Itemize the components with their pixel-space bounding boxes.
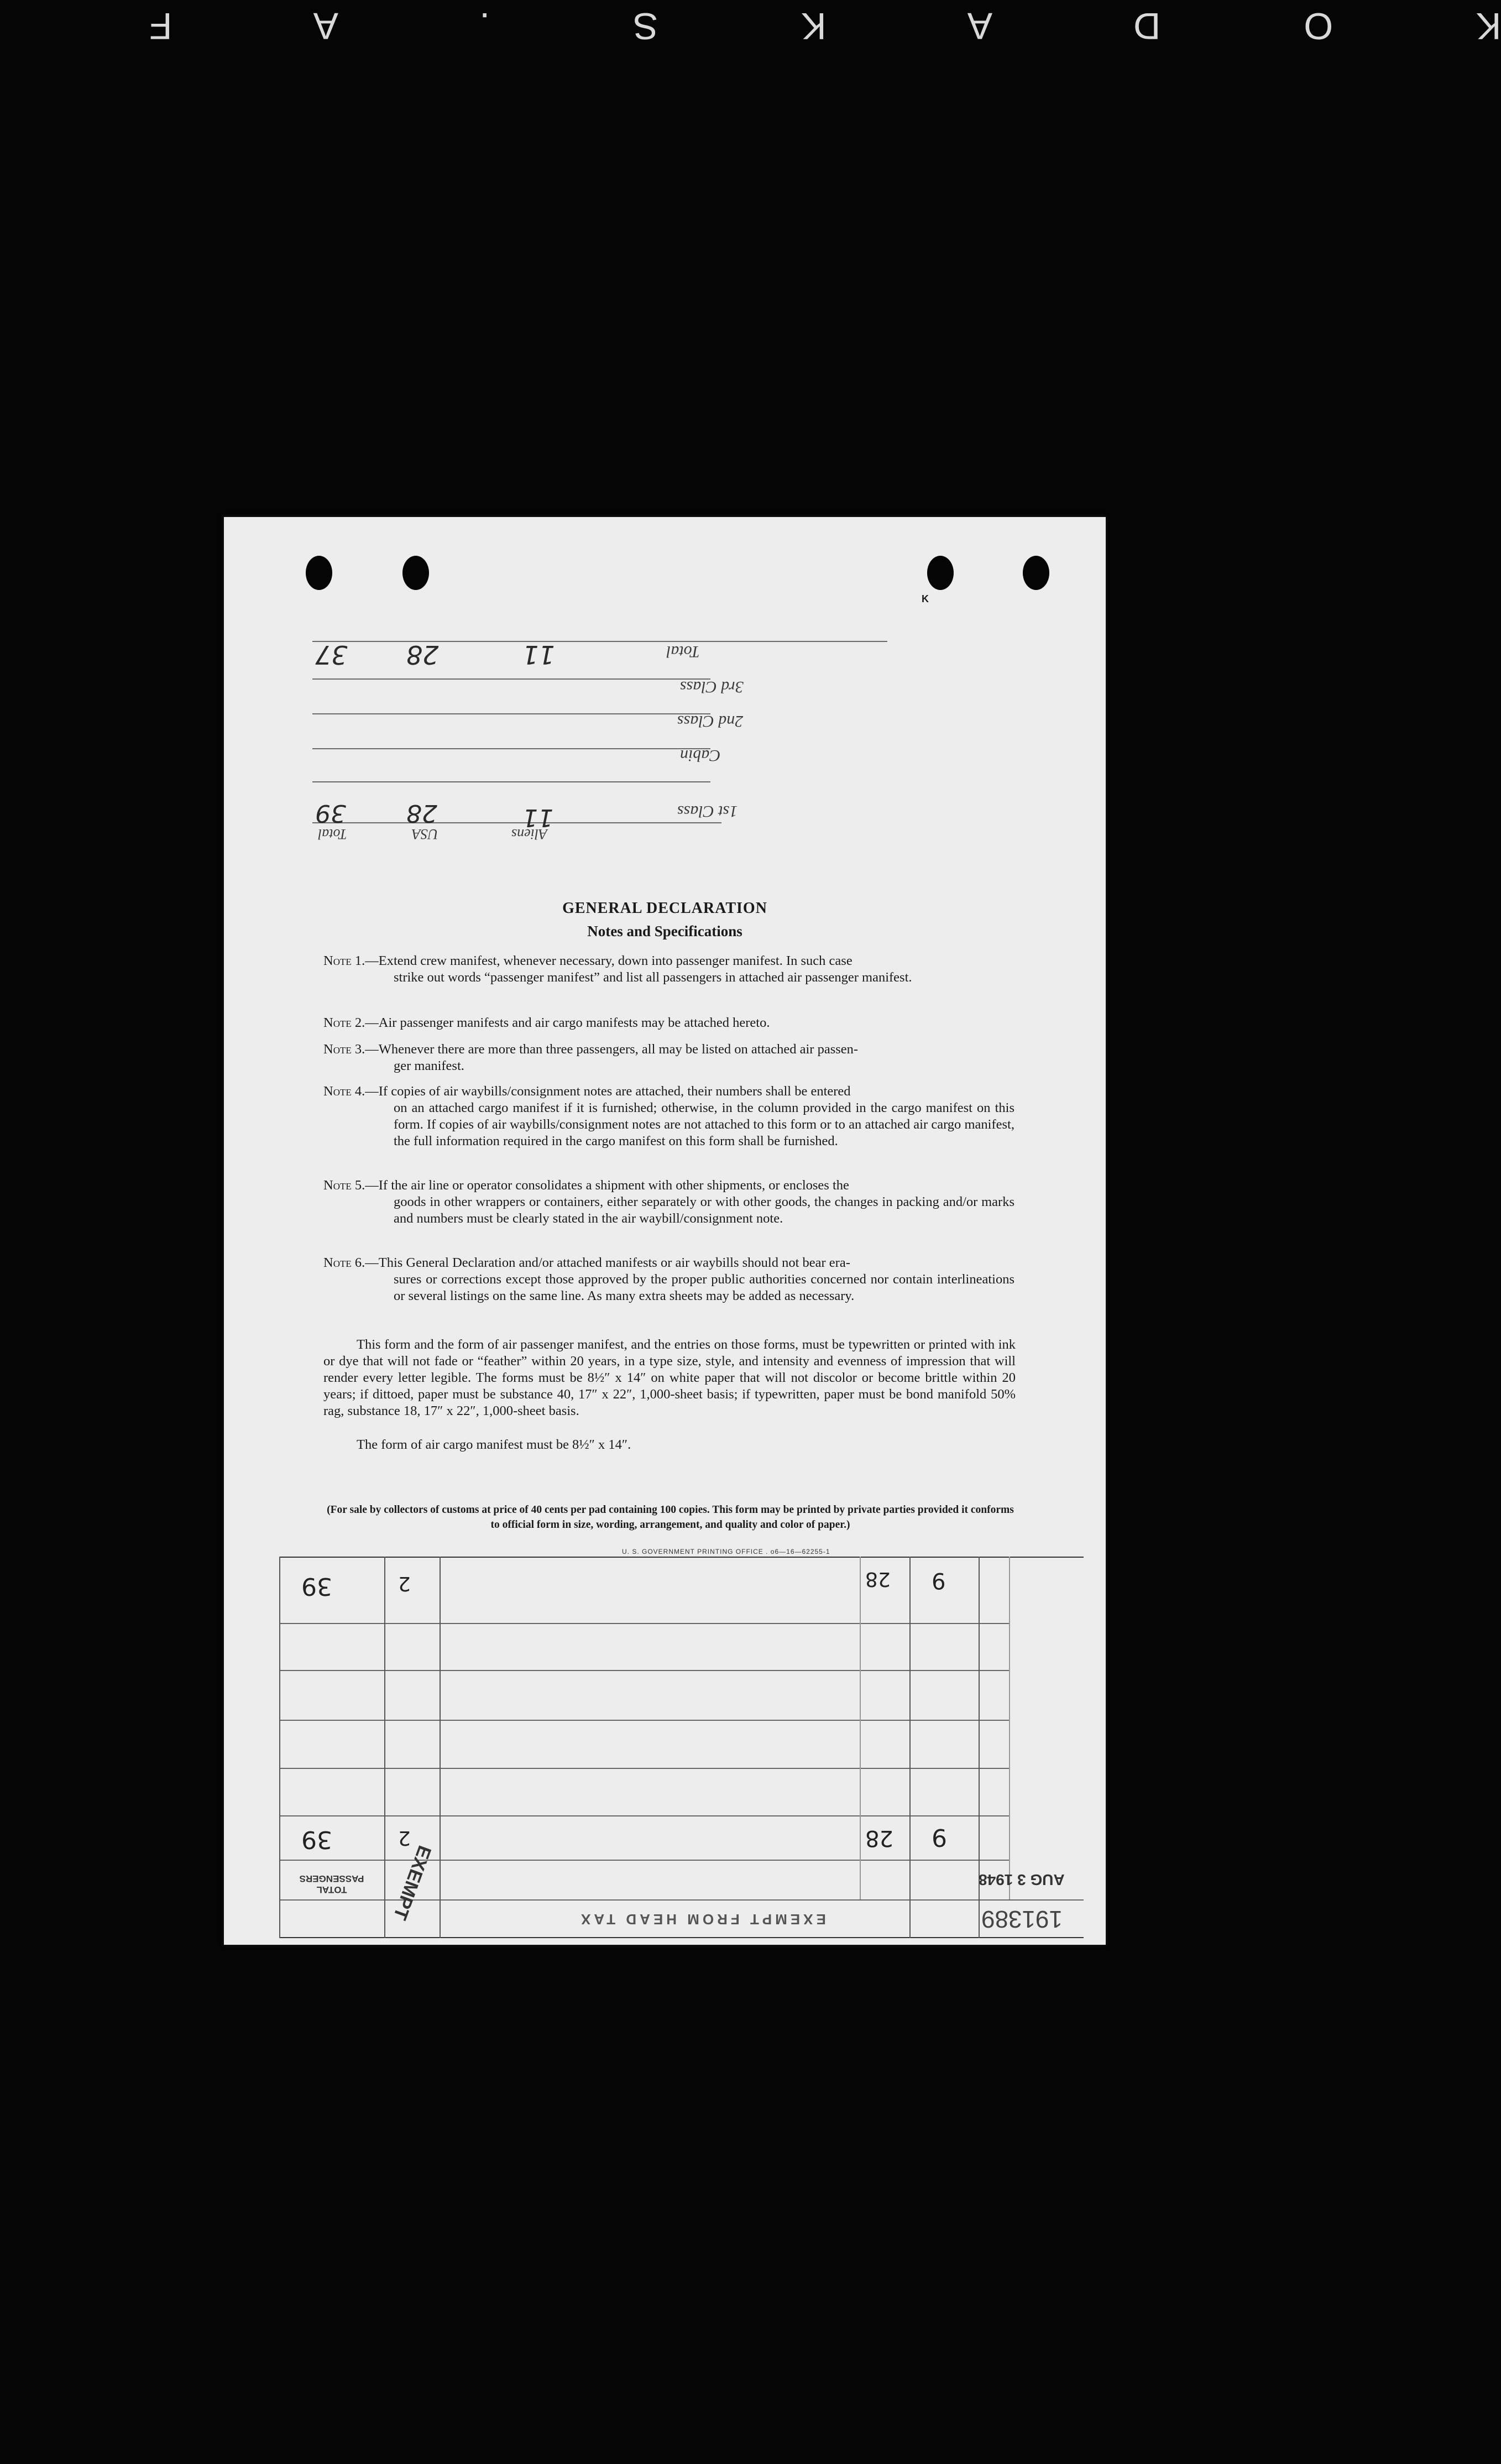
film-edge-text: K O D A K S . A F xyxy=(83,5,1501,47)
tally-total-aliens: 11 xyxy=(522,640,555,670)
grid-column-rule xyxy=(440,1557,441,1938)
tally-header-usa: USA xyxy=(412,826,438,842)
grid-bottom-total: 39 xyxy=(301,1825,332,1854)
tally-header-aliens: Aliens xyxy=(511,826,547,842)
punch-hole xyxy=(1023,556,1049,590)
grid-rule xyxy=(279,1937,1084,1938)
tally-first-aliens: 11 xyxy=(522,803,553,832)
note-continuation: strike out words “passenger manifest” and list all passengers in attached air passenger manifest. xyxy=(394,970,912,985)
grid-column-rule xyxy=(909,1557,911,1938)
grid-rule xyxy=(279,1768,1009,1769)
tally-line xyxy=(312,678,710,680)
tally-total-total: 37 xyxy=(315,640,348,670)
serial-stamp: 191389 xyxy=(981,1906,1063,1933)
note-first-line: —Whenever there are more than three passengers, all may be listed on attached air passen- xyxy=(365,1042,859,1057)
tally-line xyxy=(312,713,710,714)
specification-paragraph: This form and the form of air passenger manifest, and the entries on those forms, must be typewritten or printed with ink or dye that will not fade or “feather” within 20 years, in a type size, style, and intensity and evenness of impression that will render every letter legible. The forms must be 8½″ x 14″ on white paper that will not discolor or become brittle within 20 years; if dittoed, paper must be substance 40, 17″ x 22″, 1,000-sheet basis; if typewritten, paper must be bond manifold 50% rag, substance 18, 17″ x 22″, 1,000-sheet basis. xyxy=(323,1337,1016,1418)
exempt-stamp: EXEMPT xyxy=(389,1842,436,1923)
passenger-grid xyxy=(279,1548,1084,1938)
note-label: Note 2. xyxy=(323,1015,365,1030)
grid-column-rule xyxy=(1009,1557,1010,1899)
grid-rule xyxy=(279,1815,1009,1816)
tally-row-label: 1st Class xyxy=(677,802,738,821)
grid-column-rule xyxy=(384,1557,385,1938)
tally-total-usa: 28 xyxy=(406,640,439,670)
tally-total-label: Total xyxy=(666,643,700,661)
sale-note: (For sale by collectors of customs at price of 40 cents per pad containing 100 copies. This form may be printed by private parties provided it conforms to official form in size, wording, arrangement, and quality and color of paper.) xyxy=(327,1504,1014,1531)
note-first-line: —If copies of air waybills/consignment notes are attached, their numbers shall be entered xyxy=(365,1084,851,1099)
note-label: Note 4. xyxy=(323,1084,365,1099)
tally-line xyxy=(312,748,710,749)
note-label: Note 3. xyxy=(323,1042,365,1057)
cargo-manifest-size: The form of air cargo manifest must be 8½″ x 14″. xyxy=(357,1437,631,1452)
film-edge xyxy=(0,4,1501,49)
tally-row-label: 3rd Class xyxy=(680,678,744,696)
note-continuation: goods in other wrappers or containers, either separately or with other goods, the changes in packing and/or marks and numbers must be clearly stated in the air waybill/consignment note. xyxy=(394,1194,1014,1226)
grid-top-aliens: 9 xyxy=(932,1568,946,1593)
head-tax-stamp: EXEMPT FROM HEAD TAX xyxy=(578,1911,826,1928)
date-stamp: AUG 3 1948 xyxy=(979,1871,1065,1888)
grid-column-rule xyxy=(860,1557,861,1899)
grid-bottom-usa: 28 xyxy=(865,1825,893,1851)
punch-hole xyxy=(306,556,332,590)
note-first-line: —If the air line or operator consolidates a shipment with other shipments, or encloses the xyxy=(365,1178,849,1193)
tally-line xyxy=(312,641,887,642)
grid-rule xyxy=(279,1557,1084,1558)
tally-first-usa: 28 xyxy=(406,799,437,827)
note-first-line: —Air passenger manifests and air cargo manifests may be attached hereto. xyxy=(365,1015,770,1030)
grid-rule xyxy=(279,1670,1009,1671)
tally-header-total: Total xyxy=(318,826,347,842)
note-label: Note 6. xyxy=(323,1255,365,1270)
grid-top-total: 39 xyxy=(301,1572,332,1600)
tally-row-label: Cabin xyxy=(680,746,721,765)
declaration-title: GENERAL DECLARATION xyxy=(562,900,767,917)
note-2 xyxy=(323,1015,1014,1031)
document-sheet xyxy=(224,517,1106,1945)
tally-line xyxy=(312,781,710,782)
note-label: Note 1. xyxy=(323,953,365,968)
tally-line xyxy=(312,822,721,823)
note-6 xyxy=(323,1255,1014,1304)
tally-first-total: 39 xyxy=(315,799,346,827)
note-continuation: sures or corrections except those approved by the proper public authorities concerned nor contain interlineations or several listings on the same line. As many extra sheets may be added as necessary. xyxy=(394,1272,1014,1303)
note-continuation: on an attached cargo manifest if it is furnished; otherwise, in the column provided in the cargo manifest on this form. If copies of air waybills/consignment notes are not attached to this form or to an attached air cargo manifest, the full information required in the cargo manifest on this form shall be furnished. xyxy=(394,1100,1014,1149)
grid-rule xyxy=(279,1720,1009,1721)
punch-hole xyxy=(402,556,429,590)
grid-column-rule xyxy=(279,1557,280,1938)
grid-rule xyxy=(279,1860,1009,1861)
punch-hole xyxy=(927,556,954,590)
grid-top-col2: 2 xyxy=(398,1572,411,1595)
note-first-line: —This General Declaration and/or attached manifests or air waybills should not bear era- xyxy=(365,1255,850,1270)
tally-row-label: 2nd Class xyxy=(677,712,744,730)
note-1 xyxy=(323,953,1014,986)
note-5 xyxy=(323,1177,1014,1227)
note-4 xyxy=(323,1083,1014,1150)
grid-rule xyxy=(279,1623,1009,1624)
gpo-imprint: U. S. GOVERNMENT PRINTING OFFICE . o6—16—62255-1 xyxy=(622,1548,830,1555)
total-passengers-label: TOTAL PASSENGERS xyxy=(299,1873,364,1895)
note-label: Note 5. xyxy=(323,1178,365,1193)
note-3 xyxy=(323,1041,1014,1074)
note-first-line: —Extend crew manifest, whenever necessary, down into passenger manifest. In such case xyxy=(365,953,853,968)
note-continuation: ger manifest. xyxy=(394,1058,464,1073)
stray-mark: K xyxy=(922,593,929,604)
grid-top-usa: 28 xyxy=(865,1568,891,1590)
grid-bottom-aliens: 9 xyxy=(932,1823,947,1851)
grid-bottom-col2: 2 xyxy=(398,1826,411,1849)
declaration-subtitle: Notes and Specifications xyxy=(587,923,742,939)
